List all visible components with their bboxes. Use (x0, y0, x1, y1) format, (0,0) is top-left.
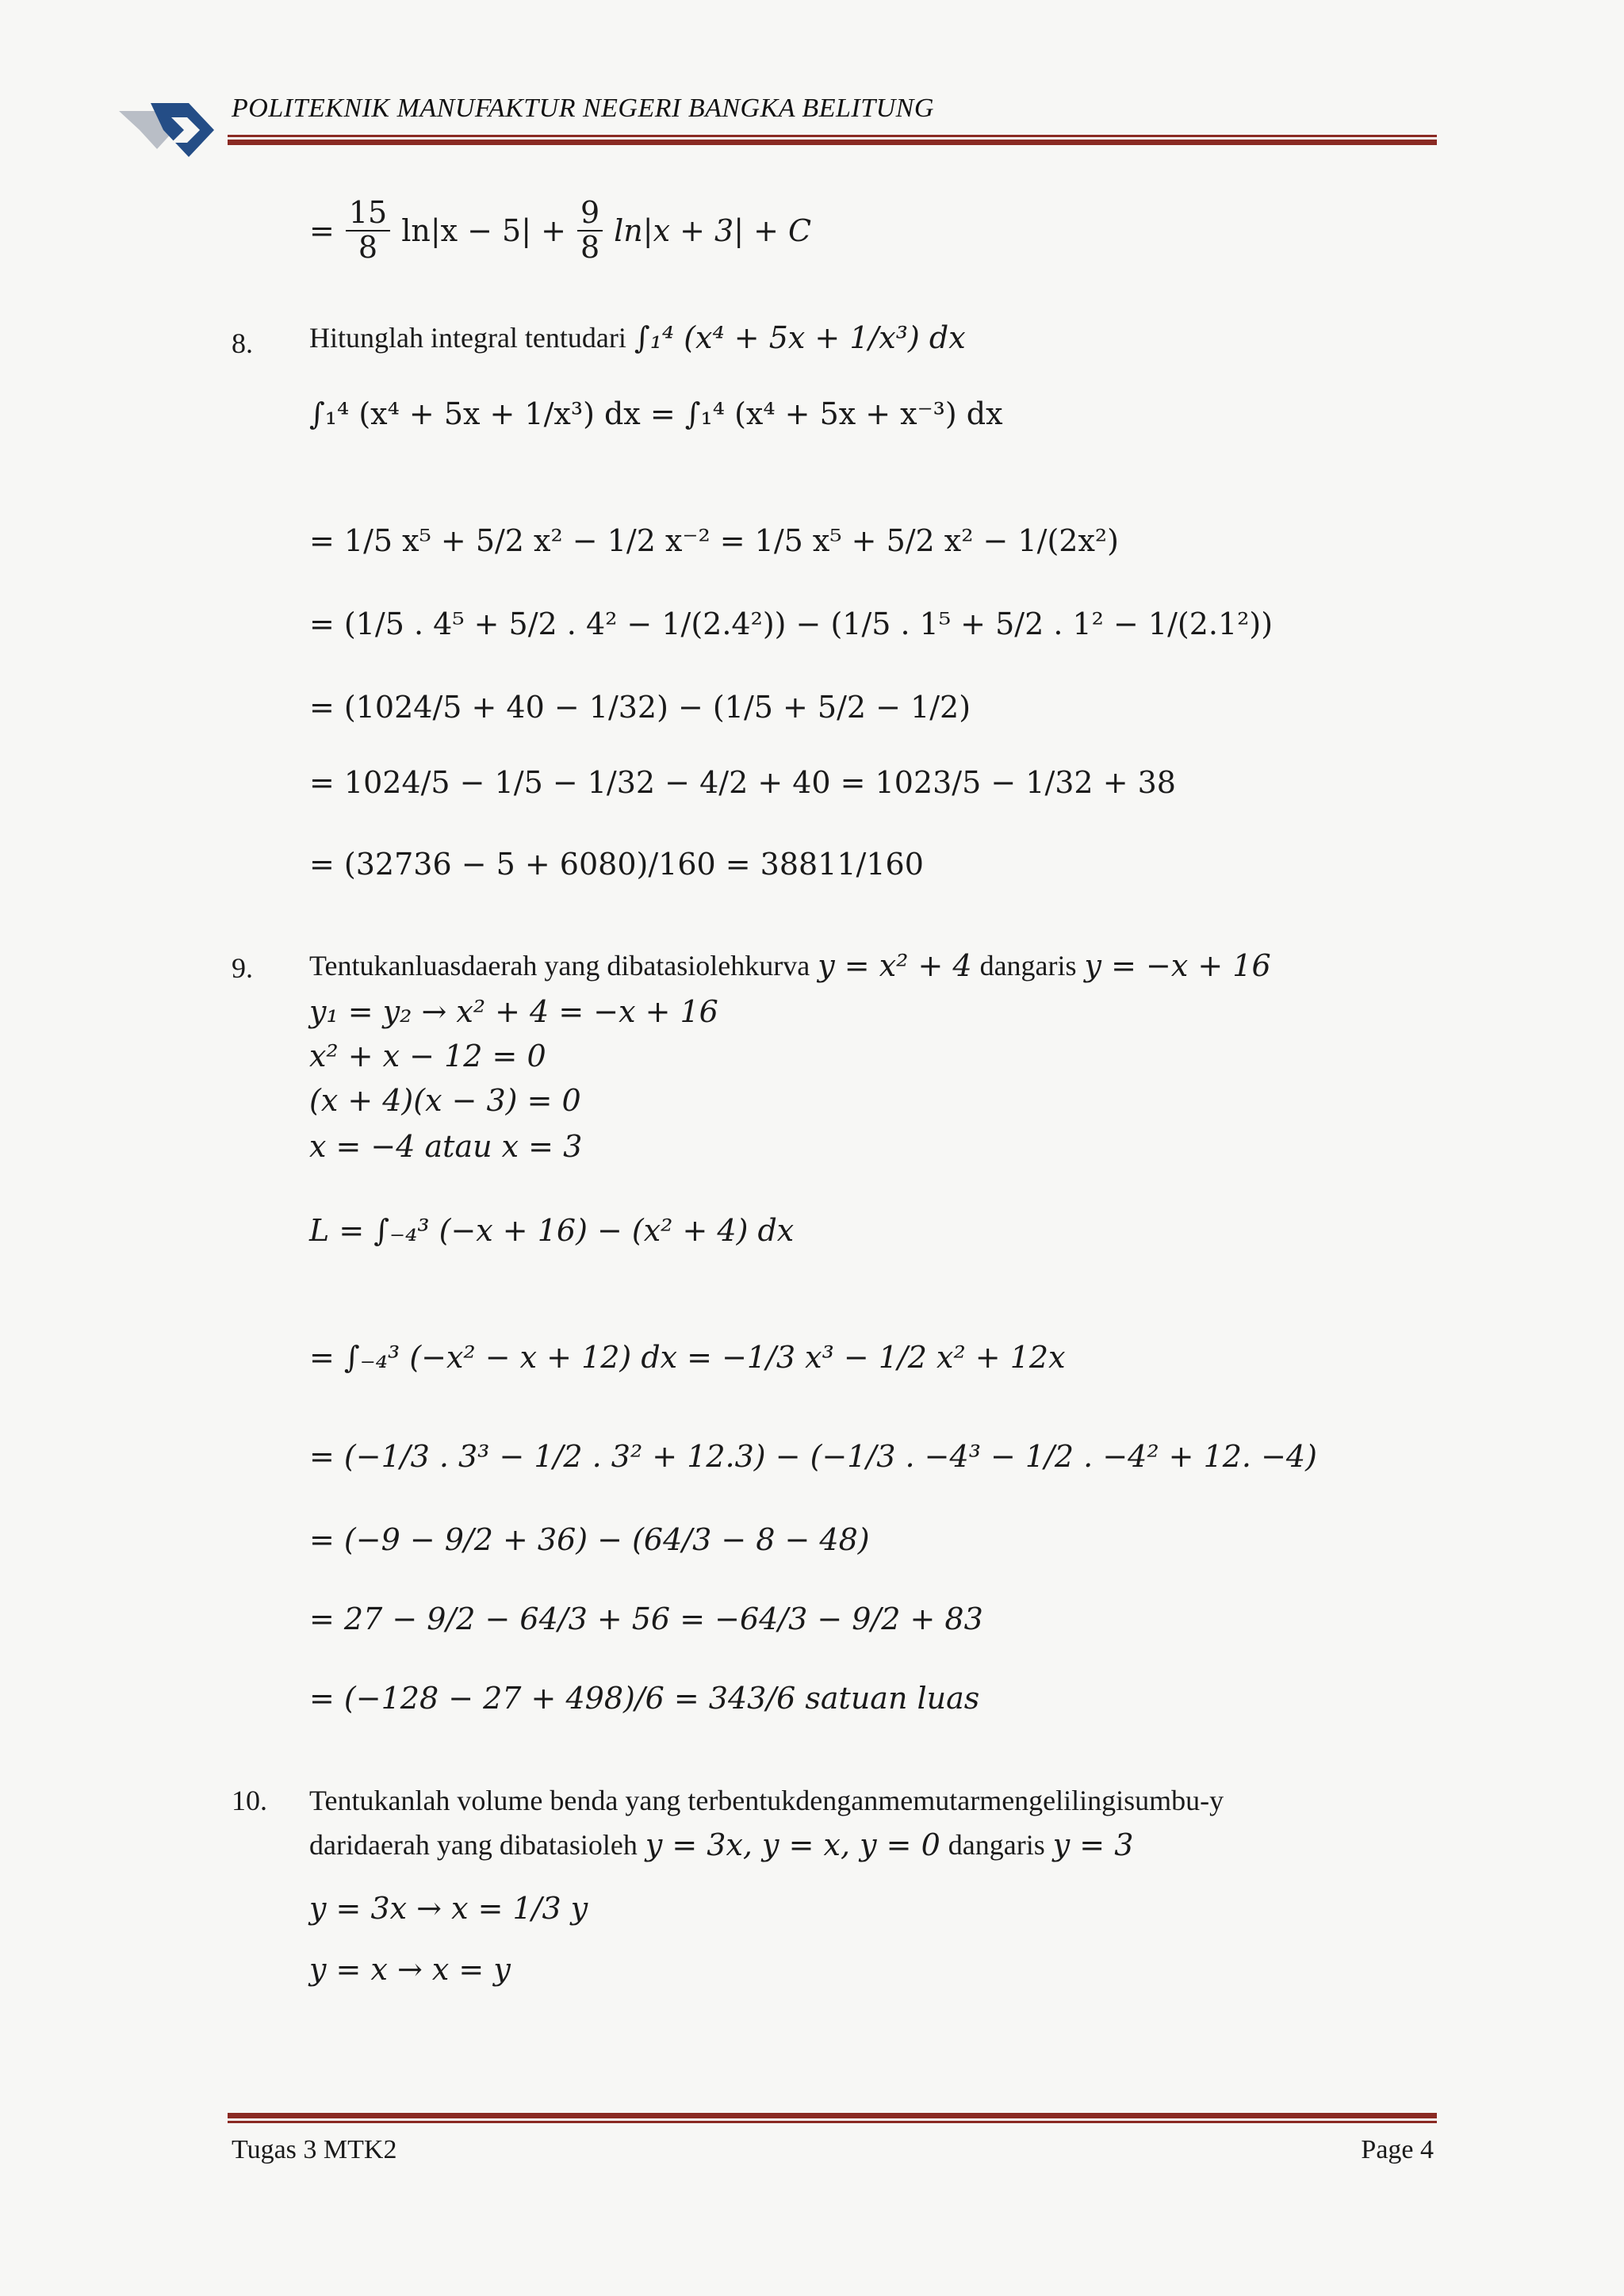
institution-name: POLITEKNIK MANUFAKTUR NEGERI BANGKA BELITUNG (232, 94, 934, 123)
footer-course: Tugas 3 MTK2 (232, 2135, 397, 2164)
question-10-prompt-b: daridaerah yang dibatasioleh y = 3x, y = x, y = 0 dangaris y = 3 (309, 1827, 1134, 1862)
q8-step-2: = 1/5 x⁵ + 5/2 x² − 1/2 x⁻² = 1/5 x⁵ + 5/2 x² − 1/(2x²) (309, 523, 1119, 558)
question-8-prompt: Hitunglah integral tentudari ∫₁⁴ (x⁴ + 5x + 1/x³) dx (309, 320, 966, 355)
q8-step-5: = 1024/5 − 1/5 − 1/32 − 4/2 + 40 = 1023/5 − 1/32 + 38 (309, 765, 1176, 800)
q9-step-1: y₁ = y₂ → x² + 4 = −x + 16 (309, 994, 718, 1029)
page-number: Page 4 (1361, 2135, 1434, 2164)
q9-step-8: = (−9 − 9/2 + 36) − (64/3 − 8 − 48) (309, 1522, 870, 1557)
question-number: 8. (232, 327, 253, 359)
q9-step-10: = (−128 − 27 + 498)/6 = 343/6 satuan luas (309, 1681, 980, 1716)
q9-step-5: L = ∫₋₄³ (−x + 16) − (x² + 4) dx (309, 1213, 795, 1248)
q8-step-4: = (1024/5 + 40 − 1/32) − (1/5 + 5/2 − 1/2) (309, 690, 971, 725)
institution-logo (119, 95, 230, 163)
question-number: 9. (232, 952, 253, 984)
q8-step-3: = (1/5 . 4⁵ + 5/2 . 4² − 1/(2.4²)) − (1/5 . 1⁵ + 5/2 . 1² − 1/(2.1²)) (309, 607, 1274, 641)
question-9-prompt: Tentukanluasdaerah yang dibatasiolehkurva y = x² + 4 dangaris y = −x + 16 (309, 948, 1271, 983)
q9-step-4: x = −4 atau x = 3 (309, 1129, 583, 1164)
question-number: 10. (232, 1785, 267, 1816)
q10-step-1: y = 3x → x = 1/3 y (309, 1891, 588, 1926)
q8-step-6: = (32736 − 5 + 6080)/160 = 38811/160 (309, 847, 924, 882)
q8-step-1: ∫₁⁴ (x⁴ + 5x + 1/x³) dx = ∫₁⁴ (x⁴ + 5x + x⁻³) dx (309, 396, 1003, 431)
q10-step-2: y = x → x = y (309, 1952, 511, 1987)
header-rule (228, 135, 1437, 145)
q9-step-3: (x + 4)(x − 3) = 0 (309, 1083, 581, 1118)
q9-step-6: = ∫₋₄³ (−x² − x + 12) dx = −1/3 x³ − 1/2 x² + 12x (309, 1340, 1066, 1375)
footer-rule (228, 2113, 1437, 2123)
q9-step-2: x² + x − 12 = 0 (309, 1039, 546, 1073)
question-10-prompt-a: Tentukanlah volume benda yang terbentukdenganmemutarmengelilingisumbu-y (309, 1785, 1224, 1816)
q9-step-9: = 27 − 9/2 − 64/3 + 56 = −64/3 − 9/2 + 83 (309, 1601, 983, 1636)
q9-step-7: = (−1/3 . 3³ − 1/2 . 3² + 12.3) − (−1/3 . −4³ − 1/2 . −4² + 12. −4) (309, 1439, 1317, 1474)
result-line: = $\frac{15}{8}$ ln|x − 5| + $\frac{9}{8}$ ln|x + 3| + C (309, 195, 812, 265)
